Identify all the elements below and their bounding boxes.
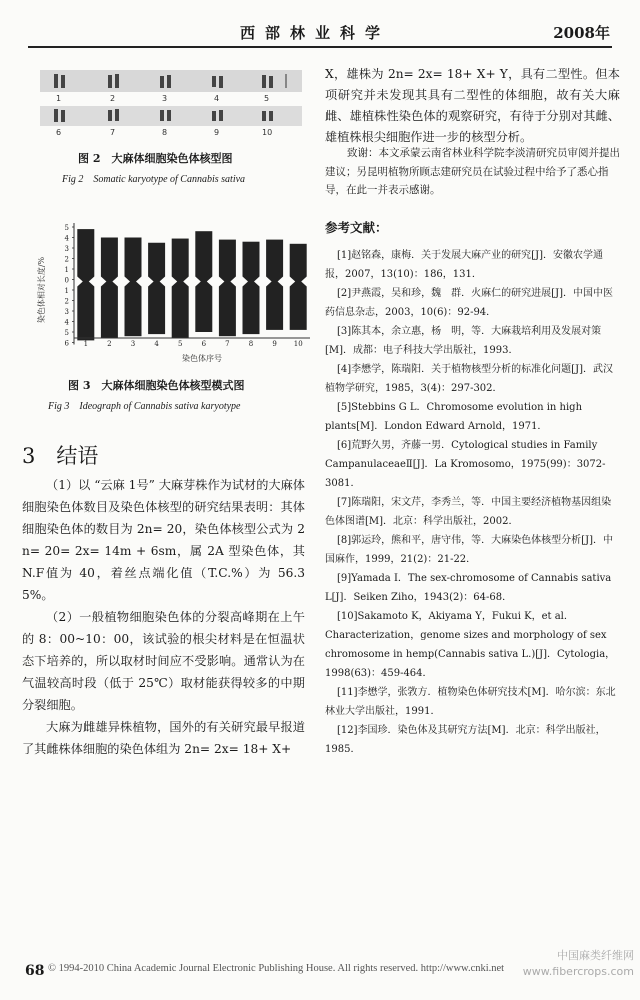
conclusion-paragraph: 大麻为雌雄异株植物，国外的有关研究最早报道了其雌株体细胞的染色体组为 2n= 2x= 18+ X+ xyxy=(22,720,305,756)
y-tick-label: 3 xyxy=(64,245,69,253)
chromosome-centromere xyxy=(101,277,118,287)
chromosome-short-arm xyxy=(290,244,307,277)
reference-list xyxy=(325,246,620,759)
y-tick-label: 3 xyxy=(64,308,69,316)
y-axis-label: 染色体相对长度/% xyxy=(37,256,46,324)
body-paragraph: X，雄株为 2n= 2x= 18+ X+ Y，具有二型性。但本项研究并未发现其具有二型性的体细胞，故有关大麻雌、雄植株性染色体的观察研究，有待于分别对其雌、雄植株根尖细胞作进一步的核型分析。 xyxy=(325,67,620,144)
watermark xyxy=(523,948,634,980)
journal-title: 西部林业科学 xyxy=(240,24,391,42)
y-tick-label: 6 xyxy=(64,339,69,348)
karyotype-number: 3 xyxy=(162,94,168,103)
chromosome-centromere xyxy=(77,277,94,287)
watermark-line: www.fibercrops.com xyxy=(522,965,634,978)
x-tick-label: 3 xyxy=(130,340,136,348)
chromosome-short-arm xyxy=(172,239,189,277)
section-heading: 3 结语 xyxy=(22,444,99,468)
reference-item: [7]陈瑞阳，宋文芹，李秀兰，等．中国主要经济植物基因组染色体图谱[M]．北京：科学出版社，2002． xyxy=(325,497,612,527)
reference-item: [12]李国珍．染色体及其研究方法[M]．北京：科学出版社，1985． xyxy=(325,725,606,755)
x-axis-label: 染色体序号 xyxy=(182,354,222,363)
chromosome-long-arm xyxy=(290,287,307,330)
ideogram-svg xyxy=(30,205,320,365)
x-tick-label: 6 xyxy=(201,340,207,348)
chromosome-long-arm xyxy=(172,287,189,339)
reference-item: [2]尹燕霞，吴和珍，魏 群．火麻仁的研究进展[J]．中国中医药信息杂志，2003，10(6)：92-94． xyxy=(325,288,613,318)
x-tick-label: 8 xyxy=(248,340,254,348)
conclusion-paragraph: （1）以 “云麻 1号” 大麻芽株作为试材的大麻体细胞染色体数目及染色体核型的研究结果表明：其体细胞染色体的数目为 2n= 20，染色体核型公式为 2n= 20= 2x= 14m + 6sm，属 2A 型染色体，其 N.F值为 40，着丝点端化值（T.C.%）为 56.35%。 xyxy=(22,478,305,602)
y-tick-label: 0 xyxy=(64,276,69,285)
x-tick-label: 9 xyxy=(272,340,277,348)
chromosome-short-arm xyxy=(125,238,142,277)
karyotype-number: 9 xyxy=(214,128,220,137)
y-tick-label: 2 xyxy=(64,297,69,306)
chromosome-centromere xyxy=(243,277,260,287)
karyotype-number: 1 xyxy=(56,94,62,103)
chromosome-centromere xyxy=(219,277,236,287)
header-rule xyxy=(28,46,612,48)
figure2-caption-en: Fig 2 Somatic karyotype of Cannabis sativa xyxy=(62,174,246,185)
x-tick-label: 2 xyxy=(107,340,112,348)
figure3-caption-cn: 图 3 大麻体细胞染色体核型模式图 xyxy=(68,379,245,392)
karyotype-number: 8 xyxy=(162,128,168,137)
reference-item: [10]Sakamoto K，Akiyama Y，Fukui K，et al．Characterization，genome sizes and morphology of sex chromosome in hemp(Cannabis sativa L.)[J]．Cytologia，1998(63)：459-464． xyxy=(325,611,616,679)
chromosome-short-arm xyxy=(101,238,118,277)
karyotype-number: 5 xyxy=(264,94,270,103)
x-tick-label: 1 xyxy=(83,340,89,348)
y-tick-label: 5 xyxy=(64,329,69,337)
chromosome-centromere xyxy=(266,277,283,287)
x-tick-label: 4 xyxy=(154,340,159,348)
figure2-caption-cn: 图 2 大麻体细胞染色体核型图 xyxy=(78,152,233,165)
journal-year: 2008年 xyxy=(553,24,610,42)
chromosome-centromere xyxy=(172,277,189,287)
karyotype-number: 2 xyxy=(110,94,116,103)
karyotype-number: 10 xyxy=(262,128,273,137)
reference-item: [4]李懋学，陈瑞阳．关于植物核型分析的标准化问题[J]．武汉植物学研究，1985，3(4)：297-302． xyxy=(325,364,613,394)
y-tick-label: 5 xyxy=(64,224,69,232)
chromosome-short-arm xyxy=(195,231,212,276)
chromosome-long-arm xyxy=(101,287,118,339)
x-tick-label: 5 xyxy=(177,340,183,348)
chromosome-short-arm xyxy=(243,242,260,277)
chromosome-centromere xyxy=(195,277,212,287)
karyotype-figure xyxy=(40,70,302,150)
chromosome-short-arm xyxy=(148,243,165,277)
chromosome-long-arm xyxy=(148,287,165,335)
reference-item: [5]Stebbins G L．Chromosome evolution in high plants[M]．London Edward Arnold，1971． xyxy=(325,402,583,432)
karyotype-image xyxy=(40,70,302,150)
acknowledgement: 致谢：本文承蒙云南省林业科学院李淡清研究员审阅并提出建议；另昆明植物所顾志建研究员在试验过程中给予了悉心指导，在此一并表示感谢。 xyxy=(325,147,620,196)
karyotype-number: 6 xyxy=(56,128,62,137)
chromosome-short-arm xyxy=(266,240,283,277)
chromosome-long-arm xyxy=(243,287,260,335)
chromosome-centromere xyxy=(290,277,307,287)
x-tick-label: 7 xyxy=(225,340,230,348)
conclusion-paragraph: （2）一般植物细胞染色体的分裂高峰期在上午的 8：00~10：00，该试验的根尖材料是在恒温状态下培养的，所以取材时间应不受影响。通常认为在气温较高时段（低于 25℃）取材能获得较多的中期分裂细胞。 xyxy=(22,610,305,712)
reference-item: [8]郭运玲，熊和平，唐守伟，等．大麻染色体核型分析[J]．中国麻作，1999，21(2)：21-22． xyxy=(325,535,613,565)
karyotype-number: 7 xyxy=(110,128,116,137)
chromosome-long-arm xyxy=(266,287,283,330)
reference-item: [3]陈其本，余立惠，杨 明，等．大麻栽培利用及发展对策[M]．成都：电子科技大学出版社，1993． xyxy=(325,326,602,356)
y-tick-label: 4 xyxy=(64,318,69,327)
reference-item: [1]赵铭森，康梅．关于发展大麻产业的研究[J]．安徽农学通报，2007，13(10)：186，131． xyxy=(325,250,603,280)
ideogram-chart xyxy=(30,205,320,365)
x-tick-label: 10 xyxy=(293,340,303,348)
chromosome-long-arm xyxy=(219,287,236,337)
watermark-line: 中国麻类纤维网 xyxy=(557,949,634,962)
reference-item: [11]李懋学，张敩方．植物染色体研究技术[M]．哈尔滨：东北林业大学出版社，1991． xyxy=(325,687,616,717)
chromosome-centromere xyxy=(125,277,142,287)
y-tick-label: 4 xyxy=(64,234,69,243)
figure3-caption-en: Fig 3 Ideograph of Cannabis sativa karyotype xyxy=(48,401,241,412)
references-heading: 参考文献： xyxy=(325,220,388,235)
chromosome-long-arm xyxy=(195,287,212,333)
copyright-footer: © 1994-2010 China Academic Journal Electronic Publishing House. All rights reserved. http://www.cnki.net xyxy=(48,963,505,974)
page-number: 68 xyxy=(25,963,45,979)
chromosome-centromere xyxy=(148,277,165,287)
chromosome-long-arm xyxy=(125,287,142,337)
y-tick-label: 2 xyxy=(64,255,69,264)
reference-item: [9]Yamada I．The sex-chromosome of Cannabis sativa L[J]．Seiken Ziho，1943(2)：64-68． xyxy=(325,573,612,603)
chromosome-short-arm xyxy=(77,229,94,276)
reference-item: [6]荒野久男，齐藤一男．Cytological studies in Family CampanulaceaeⅡ[J]．La Kromosomo，1975(99)：3072-3081． xyxy=(325,440,606,489)
y-tick-label: 1 xyxy=(64,266,69,274)
karyotype-number: 4 xyxy=(214,94,220,103)
chromosome-long-arm xyxy=(77,287,94,341)
chromosome-short-arm xyxy=(219,240,236,277)
y-tick-label: 1 xyxy=(64,287,69,295)
